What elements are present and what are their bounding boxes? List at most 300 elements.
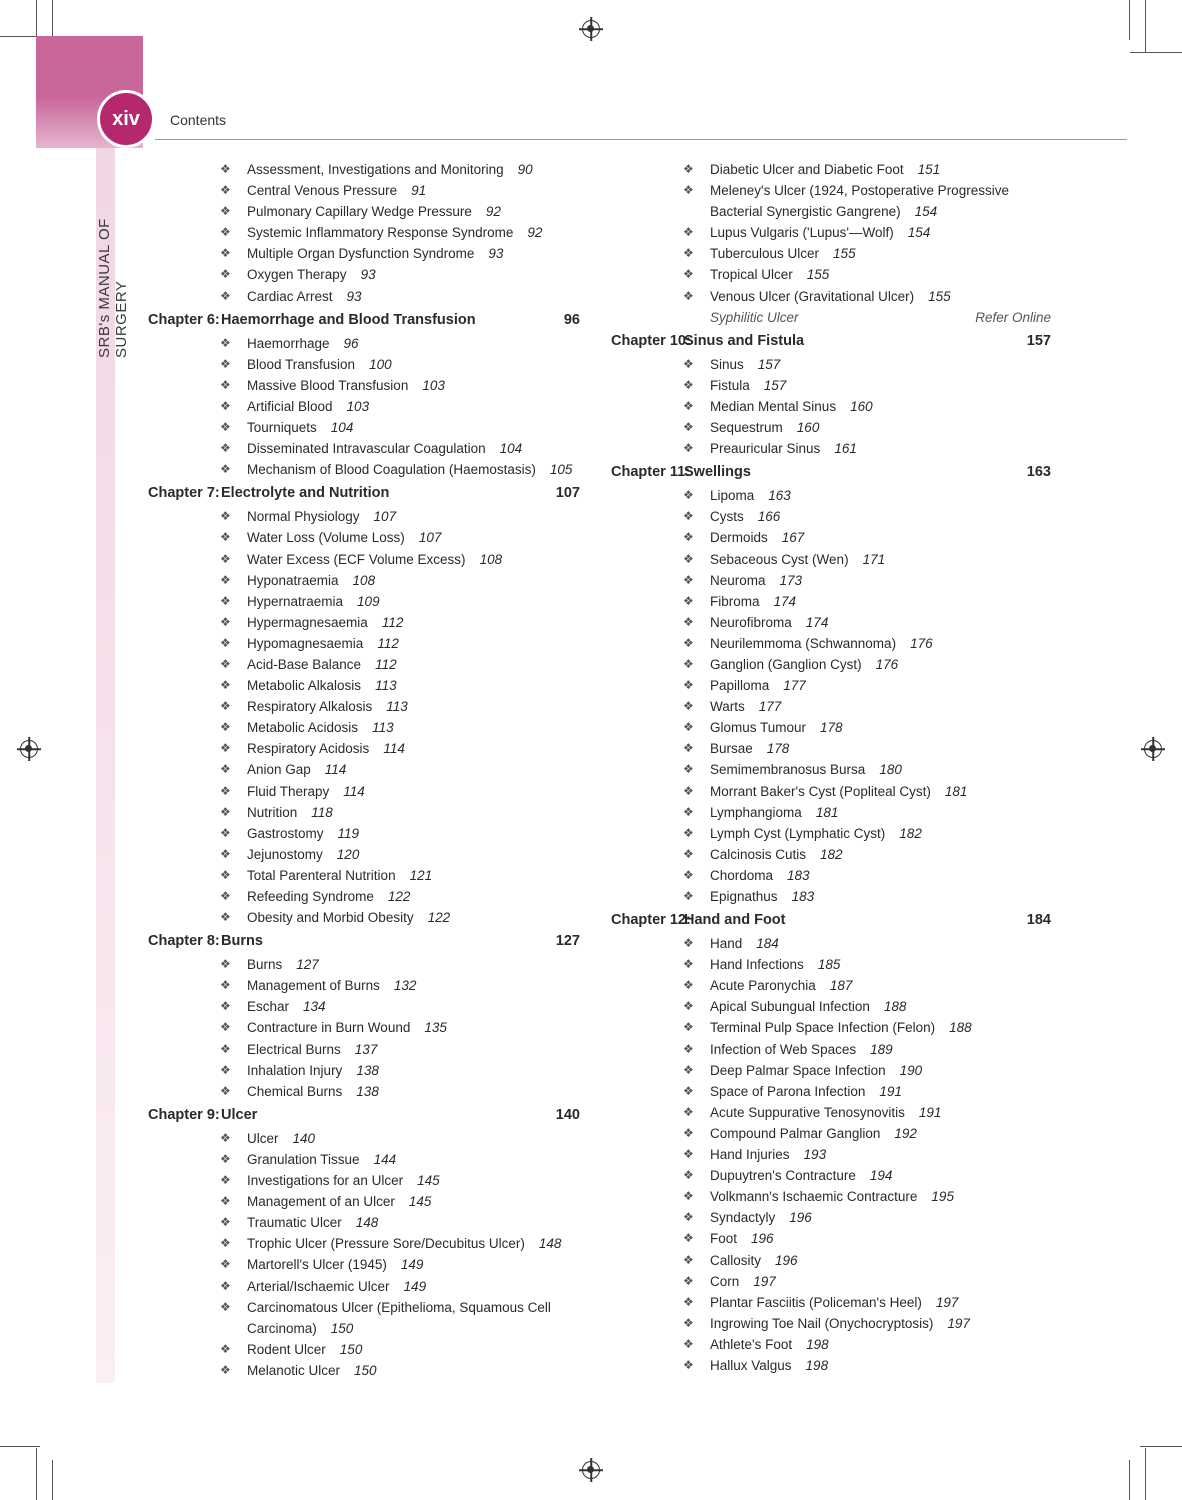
diamond-four-bullet-icon: ❖ [220,867,231,882]
diamond-four-bullet-icon: ❖ [220,783,231,798]
entry-page-number: 177 [783,678,806,694]
entry-page-number: 197 [753,1273,776,1289]
list-item [611,954,1051,975]
list-item [148,633,580,654]
entry-title: Meleney's Ulcer (1924, Postoperative Progressive [710,183,1009,199]
list-item [611,180,1051,201]
entry-page-number: 163 [768,488,791,504]
crop-mark [1129,1460,1130,1500]
entry-page-number: 188 [949,1020,972,1036]
list-item [611,738,1051,759]
entry-title: Hypernatraemia [247,593,344,609]
entry-title: Management of an Ulcer [247,1194,395,1210]
list-item [611,570,1051,591]
chapter-label: Chapter 12: [611,912,691,929]
entry-page-number: 193 [803,1147,827,1163]
entry-page-number: 132 [393,978,417,994]
entry-title: Electrical Burns [247,1041,341,1057]
list-item [148,1017,580,1038]
list-item [611,591,1051,612]
diamond-four-bullet-icon: ❖ [683,1104,694,1119]
diamond-four-bullet-icon: ❖ [220,1083,231,1098]
entry-title: Sinus [710,356,744,372]
entry-page-number: 182 [899,825,922,841]
diamond-four-bullet-icon: ❖ [683,936,694,951]
diamond-four-bullet-icon: ❖ [683,1041,694,1056]
online-entry [611,307,1051,328]
refer-online-note: Refer Online [975,309,1051,325]
entry-page-number: 104 [330,420,354,436]
diamond-four-bullet-icon: ❖ [220,1062,231,1077]
diamond-four-bullet-icon: ❖ [220,225,231,240]
entry-page-number: 198 [806,1336,829,1352]
diamond-four-bullet-icon: ❖ [683,509,694,524]
diamond-four-bullet-icon: ❖ [220,825,231,840]
entry-title: Mechanism of Blood Coagulation (Haemostasis) [247,462,536,478]
diamond-four-bullet-icon: ❖ [683,225,694,240]
entry-page-number: 192 [894,1125,917,1141]
entry-page-number: 180 [879,762,902,778]
chapter-heading [148,928,580,954]
diamond-four-bullet-icon: ❖ [220,889,231,903]
entry-title: Acute Paronychia [710,978,816,994]
list-item [611,1060,1051,1081]
entry-title: Central Venous Pressure [247,183,398,199]
entry-page-number: 100 [369,356,392,372]
list-item [611,675,1051,696]
entry-page-number: 157 [757,356,781,372]
diamond-four-bullet-icon: ❖ [683,530,694,545]
entry-page-number: 182 [820,846,843,862]
list-item [611,1123,1051,1144]
list-item [611,354,1051,375]
list-item [148,201,580,222]
diamond-four-bullet-icon: ❖ [683,1252,694,1267]
entry-page-number: 167 [781,530,805,546]
list-item [611,802,1051,823]
diamond-four-bullet-icon: ❖ [220,910,231,925]
list-item [611,485,1051,506]
chapter-heading [148,1102,580,1128]
entry-page-number: 112 [377,635,399,651]
entry-title: Total Parenteral Nutrition [247,867,396,883]
diamond-four-bullet-icon: ❖ [683,1189,694,1204]
entry-page-number: 184 [756,936,779,952]
entry-title: Investigations for an Ulcer [247,1173,404,1189]
list-item [148,612,580,633]
chapter-title: Ulcer [221,1106,258,1123]
diamond-four-bullet-icon: ❖ [220,441,231,456]
diamond-four-bullet-icon: ❖ [683,420,694,435]
entry-page-number: 160 [850,398,873,414]
entry-title: Syndactyly [710,1210,776,1226]
entry-title: Ganglion (Ganglion Cyst) [710,656,862,672]
entry-page-number: 149 [403,1278,427,1294]
entry-page-number: 154 [914,204,938,220]
list-item [611,1250,1051,1271]
entry-page-number: 160 [796,420,820,436]
entry-page-number: 191 [918,1104,942,1120]
chapter-heading [148,307,580,333]
entry-title: Respiratory Acidosis [247,741,370,757]
diamond-four-bullet-icon: ❖ [683,804,694,819]
entry-title: Epignathus [710,889,778,904]
entry-title: Carcinomatous Ulcer (Epithelioma, Squamous Cell [247,1299,551,1315]
entry-page-number: 157 [763,377,787,393]
diamond-four-bullet-icon: ❖ [220,1215,231,1230]
list-item [611,823,1051,844]
diamond-four-bullet-icon: ❖ [683,488,694,503]
diamond-four-bullet-icon: ❖ [220,530,231,545]
diamond-four-bullet-icon: ❖ [220,1257,231,1272]
entry-page-number: 135 [424,1020,447,1036]
entry-title: Granulation Tissue [247,1151,360,1167]
list-item [148,865,580,886]
entry-title: Preauricular Sinus [710,441,821,457]
diamond-four-bullet-icon: ❖ [220,246,231,261]
entry-page-number: 104 [499,441,523,457]
chapter-label: Chapter 8: [148,933,220,950]
entry-page-number: 171 [862,551,886,567]
diamond-four-bullet-icon: ❖ [683,1336,694,1351]
chapter-label: Chapter 7: [148,485,220,502]
list-item [148,696,580,717]
chapter-title: Burns [221,933,263,950]
list-item [148,954,580,975]
diamond-four-bullet-icon: ❖ [683,267,694,282]
list-item [148,996,580,1017]
entry-page-number: 96 [343,335,359,351]
list-item [148,375,580,396]
diamond-four-bullet-icon: ❖ [220,1194,231,1209]
list-item [148,180,580,201]
entry-title: Assessment, Investigations and Monitoring [247,162,504,177]
entry-page-number: 161 [834,441,857,457]
diamond-four-bullet-icon: ❖ [220,614,231,629]
diamond-four-bullet-icon: ❖ [220,183,231,198]
diamond-four-bullet-icon: ❖ [683,1231,694,1246]
diamond-four-bullet-icon: ❖ [683,978,694,993]
diamond-four-bullet-icon: ❖ [683,957,694,972]
diamond-four-bullet-icon: ❖ [220,656,231,671]
entry-page-number: 120 [336,846,360,862]
diamond-four-bullet-icon: ❖ [683,825,694,840]
entry-title: Lupus Vulgaris ('Lupus'—Wolf) [710,225,894,241]
entry-title: Diabetic Ulcer and Diabetic Foot [710,162,904,177]
entry-title: Semimembranosus Bursa [710,762,866,778]
entry-title: Infection of Web Spaces [710,1041,857,1057]
entry-page-number: 90 [517,162,533,177]
entry-page-number: 107 [373,509,397,525]
list-item [611,717,1051,738]
list-item [611,1355,1051,1376]
list-item [148,1339,580,1360]
entry-page-number: 148 [355,1215,379,1231]
list-item [148,1081,580,1102]
entry-title: Water Loss (Volume Loss) [247,530,405,546]
entry-page-number: 178 [820,720,843,736]
diamond-four-bullet-icon: ❖ [683,1273,694,1288]
registration-mark-icon [1144,740,1162,758]
diamond-four-bullet-icon: ❖ [683,572,694,587]
entry-title: Neurilemmoma (Schwannoma) [710,635,897,651]
entry-title: Artificial Blood [247,398,333,414]
entry-title: Trophic Ulcer (Pressure Sore/Decubitus Ulcer) [247,1236,525,1252]
entry-title: Tropical Ulcer [710,267,793,283]
chapter-page-number: 96 [563,311,580,328]
entry-page-number: 150 [354,1362,377,1378]
entry-title: Neurofibroma [710,614,792,630]
diamond-four-bullet-icon: ❖ [683,678,694,693]
entry-page-number: 114 [383,741,405,757]
entry-title: Hand [710,936,743,952]
list-item [611,264,1051,285]
list-item [148,438,580,459]
list-item [611,1271,1051,1292]
diamond-four-bullet-icon: ❖ [220,957,231,972]
entry-title: Fibroma [710,593,760,609]
list-item [148,1149,580,1170]
list-item [611,886,1051,907]
list-item [611,1228,1051,1249]
entry-title: Sequestrum [710,420,783,436]
diamond-four-bullet-icon: ❖ [683,1020,694,1035]
header-rule [155,139,1127,140]
entry-title: Jejunostomy [247,846,323,862]
entry-page-number: 176 [910,635,933,651]
diamond-four-bullet-icon: ❖ [220,593,231,608]
list-item-continuation [611,201,1051,222]
list-item [611,844,1051,865]
diamond-four-bullet-icon: ❖ [683,441,694,456]
entry-page-number: 145 [408,1194,432,1210]
entry-page-number: 92 [527,225,543,241]
diamond-four-bullet-icon: ❖ [683,783,694,798]
diamond-four-bullet-icon: ❖ [683,699,694,714]
diamond-four-bullet-icon: ❖ [683,551,694,566]
entry-title: Neuroma [710,572,766,588]
entry-title: Hallux Valgus [710,1357,792,1373]
entry-page-number: 181 [815,804,839,820]
diamond-four-bullet-icon: ❖ [683,1210,694,1225]
list-item [148,570,580,591]
list-item [611,222,1051,243]
list-item [611,996,1051,1017]
entry-title: Venous Ulcer (Gravitational Ulcer) [710,288,915,304]
crop-mark [52,1460,53,1500]
diamond-four-bullet-icon: ❖ [220,509,231,524]
diamond-four-bullet-icon: ❖ [220,267,231,282]
entry-page-number: 107 [418,530,442,546]
diamond-four-bullet-icon: ❖ [220,420,231,435]
list-item [148,844,580,865]
list-item [611,549,1051,570]
chapter-title: Electrolyte and Nutrition [221,485,390,502]
list-item [148,527,580,548]
entry-page-number: 185 [817,957,841,973]
entry-title: Martorell's Ulcer (1945) [247,1257,387,1273]
entry-page-number: 127 [296,957,319,973]
entry-title: Gastrostomy [247,825,324,841]
entry-page-number: 122 [427,910,451,926]
entry-title: Hypermagnesaemia [247,614,368,630]
entry-page-number: 183 [791,889,815,904]
diamond-four-bullet-icon: ❖ [683,846,694,861]
list-item [148,975,580,996]
list-item [148,886,580,907]
diamond-four-bullet-icon: ❖ [683,1357,694,1372]
diamond-four-bullet-icon: ❖ [683,162,694,176]
diamond-four-bullet-icon: ❖ [683,288,694,303]
crop-mark [1145,0,1146,52]
entry-title: Fluid Therapy [247,783,330,799]
entry-title: Glomus Tumour [710,720,807,736]
registration-mark-icon [20,740,38,758]
list-item [148,907,580,928]
diamond-four-bullet-icon: ❖ [220,720,231,735]
entry-title: Rodent Ulcer [247,1341,326,1357]
entry-title: Hand Injuries [710,1147,790,1163]
entry-title: Syphilitic Ulcer [710,309,799,325]
list-item [611,438,1051,459]
list-item [611,1207,1051,1228]
crop-mark [52,0,53,40]
list-item [148,549,580,570]
list-item [148,759,580,780]
entry-title: Volkmann's Ischaemic Contracture [710,1189,918,1205]
diamond-four-bullet-icon: ❖ [220,678,231,693]
diamond-four-bullet-icon: ❖ [220,1173,231,1188]
entry-title: Chemical Burns [247,1083,343,1099]
diamond-four-bullet-icon: ❖ [683,593,694,608]
list-item [148,1254,580,1275]
diamond-four-bullet-icon: ❖ [683,614,694,629]
list-item [611,286,1051,307]
entry-page-number: 144 [373,1151,397,1167]
entry-page-number: 196 [751,1231,774,1247]
entry-page-number: 166 [757,509,781,525]
list-item [148,1276,580,1297]
diamond-four-bullet-icon: ❖ [683,741,694,756]
list-item [611,1186,1051,1207]
entry-title: Ulcer [247,1130,279,1146]
entry-title: Cysts [710,509,744,525]
list-item [148,802,580,823]
entry-page-number: 119 [337,825,360,841]
chapter-label: Chapter 11: [611,464,690,481]
chapter-page-number: 184 [1026,912,1051,929]
entry-title: Water Excess (ECF Volume Excess) [247,551,466,567]
entry-page-number: 155 [833,246,856,262]
list-item [148,1360,580,1381]
entry-title: Management of Burns [247,978,380,994]
entry-page-number: 149 [400,1257,424,1273]
list-item [148,286,580,307]
chapter-label: Chapter 10: [611,332,691,349]
list-item [611,633,1051,654]
diamond-four-bullet-icon: ❖ [683,183,694,198]
entry-page-number: 196 [775,1252,798,1268]
chapter-page-number: 163 [1026,464,1051,481]
entry-title: Traumatic Ulcer [247,1215,342,1231]
entry-page-number: 187 [829,978,853,994]
list-item [611,375,1051,396]
entry-title: Contracture in Burn Wound [247,1020,411,1036]
list-item [148,243,580,264]
entry-title: Morrant Baker's Cyst (Popliteal Cyst) [710,783,931,799]
entry-title: Inhalation Injury [247,1062,343,1078]
entry-title: Dermoids [710,530,768,546]
chapter-heading [611,459,1051,485]
entry-title: Space of Parona Infection [710,1083,866,1099]
entry-title: Acid-Base Balance [247,656,362,672]
entry-title: Anion Gap [247,762,311,778]
list-item [148,222,580,243]
diamond-four-bullet-icon: ❖ [220,1151,231,1166]
chapter-heading [611,328,1051,354]
diamond-four-bullet-icon: ❖ [220,699,231,714]
entry-page-number: 93 [488,246,504,262]
contents-right-column [611,159,1051,1376]
list-item [611,527,1051,548]
diamond-four-bullet-icon: ❖ [220,1299,231,1314]
list-item [148,1039,580,1060]
diamond-four-bullet-icon: ❖ [683,1294,694,1309]
diamond-four-bullet-icon: ❖ [220,635,231,650]
entry-title: Disseminated Intravascular Coagulation [247,441,486,457]
list-item [148,1297,580,1318]
entry-title: Foot [710,1231,738,1247]
entry-page-number: 114 [343,783,365,799]
contents-left-column [148,159,580,1381]
list-item [148,354,580,375]
entry-title: Blood Transfusion [247,356,356,372]
list-item [611,1165,1051,1186]
list-item [148,654,580,675]
chapter-page-number: 140 [555,1106,580,1123]
diamond-four-bullet-icon: ❖ [683,762,694,777]
diamond-four-bullet-icon: ❖ [683,377,694,392]
diamond-four-bullet-icon: ❖ [220,978,231,993]
entry-page-number: 188 [883,999,907,1015]
list-item [148,738,580,759]
diamond-four-bullet-icon: ❖ [220,398,231,413]
diamond-four-bullet-icon: ❖ [220,551,231,566]
list-item [611,696,1051,717]
entry-page-number: 108 [479,551,503,567]
diamond-four-bullet-icon: ❖ [220,335,231,350]
entry-page-number: 140 [292,1130,316,1146]
list-item [148,1170,580,1191]
entry-title: Hypomagnesaemia [247,635,364,651]
list-item [148,675,580,696]
entry-page-number: 113 [375,678,397,694]
entry-page-number: 178 [766,741,790,757]
entry-page-number: 112 [381,614,404,630]
chapter-title: Sinus and Fistula [684,332,805,349]
entry-title: Papilloma [710,678,770,694]
diamond-four-bullet-icon: ❖ [220,1278,231,1293]
diamond-four-bullet-icon: ❖ [683,1168,694,1183]
list-item [148,459,580,480]
entry-title: Hyponatraemia [247,572,339,588]
diamond-four-bullet-icon: ❖ [683,889,694,903]
entry-title: Metabolic Acidosis [247,720,359,736]
spine-book-title: SRB's MANUAL OF SURGERY [96,218,130,358]
list-item [611,612,1051,633]
entry-page-number: 197 [935,1294,959,1310]
entry-title: Nutrition [247,804,298,820]
